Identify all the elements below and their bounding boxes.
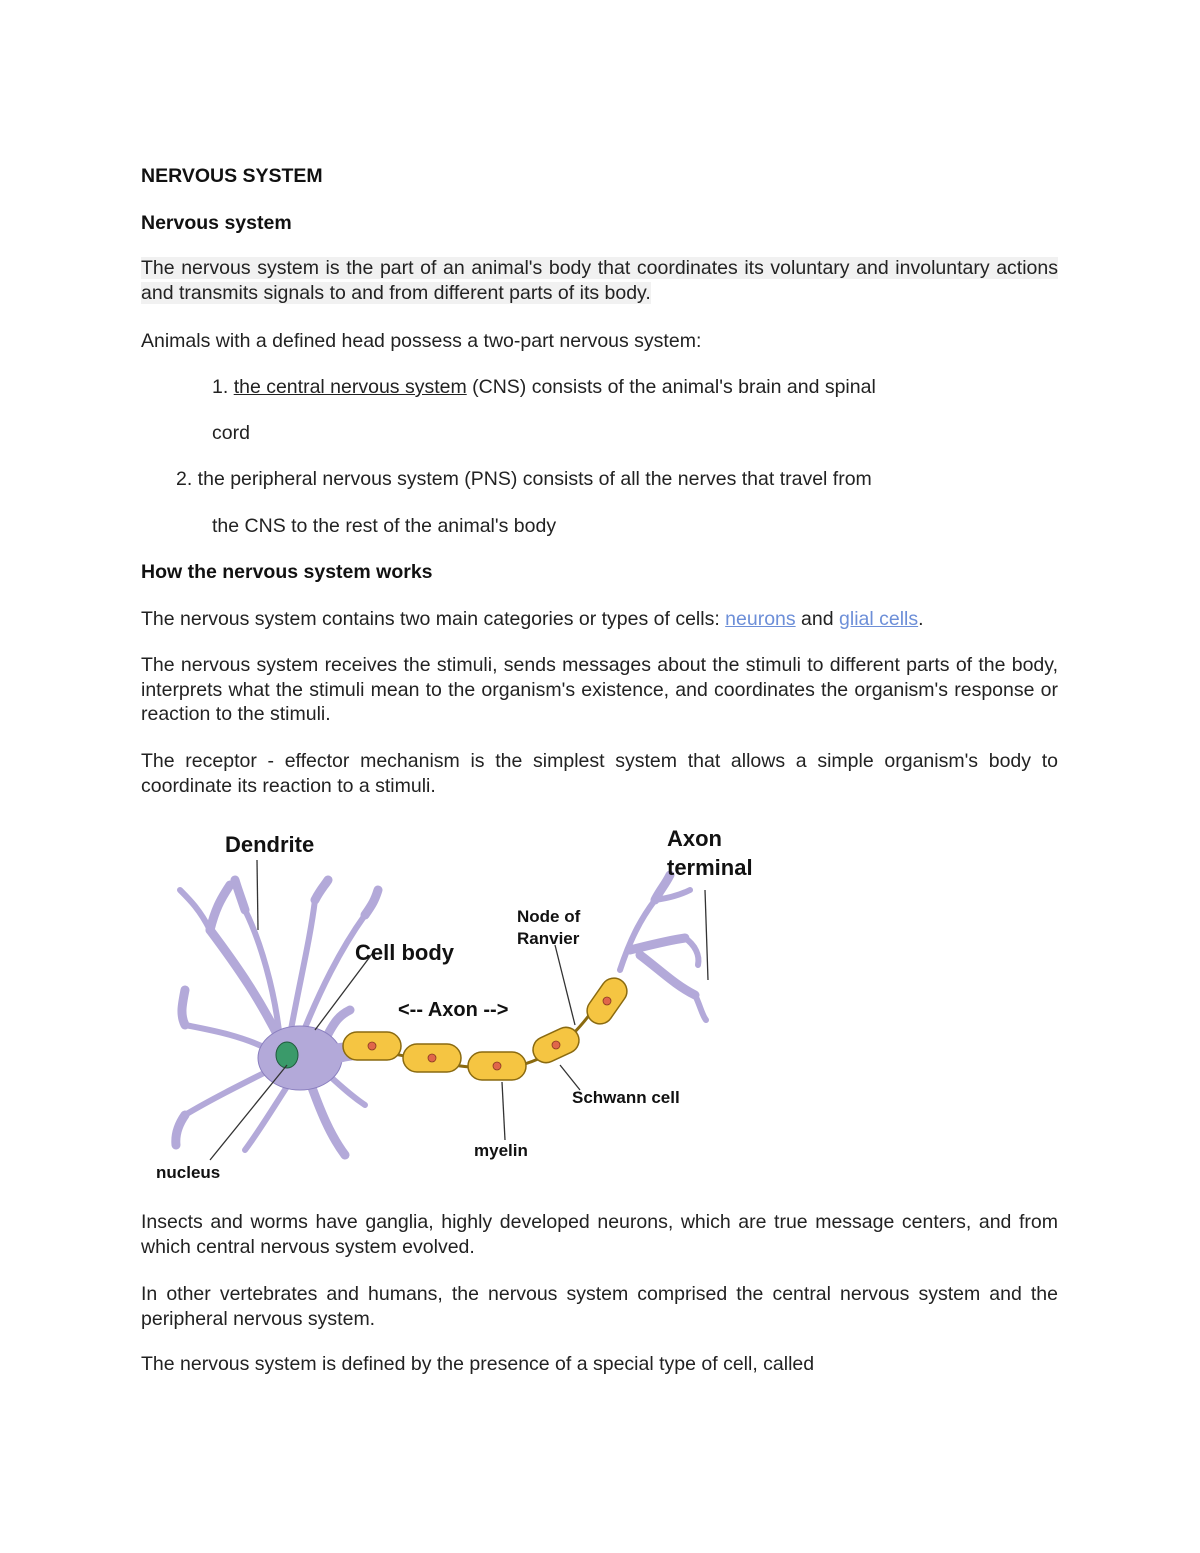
- dendrite-branch: [182, 990, 185, 1025]
- neuron-diagram: [150, 820, 800, 1190]
- label-node-of-ranvier-line1: Node of: [517, 907, 581, 926]
- schwann-nucleus: [603, 997, 611, 1005]
- cell-body: [258, 1026, 342, 1090]
- terminal-branch: [630, 938, 685, 950]
- list-item-pns-continuation: the CNS to the rest of the animal's body: [212, 515, 557, 537]
- paragraph-special-cell: The nervous system is defined by the presence of a special type of cell, called: [141, 1353, 815, 1375]
- axon-terminal-pointer: [705, 890, 708, 980]
- neurons-link[interactable]: neurons: [725, 608, 796, 630]
- label-dendrite: Dendrite: [225, 832, 315, 857]
- schwann-nucleus: [493, 1062, 501, 1070]
- axon-segments: [343, 973, 632, 1080]
- terminal-branch: [640, 955, 695, 995]
- paragraph-receptor-effector: The receptor - effector mechanism is the simplest system that allows a simple organism's body to coordinate its reaction to a stimuli.: [141, 750, 1058, 797]
- schwann-pointer: [560, 1065, 580, 1090]
- paragraph-definition-text: The nervous system is the part of an animal's body that coordinates its voluntary and involuntary actions and transmits signals to and from different parts of its body.: [141, 257, 1058, 304]
- myelin-pointer: [502, 1082, 505, 1140]
- paragraph-cell-types: [141, 607, 1058, 632]
- label-schwann-cell: Schwann cell: [572, 1088, 680, 1107]
- schwann-nucleus: [368, 1042, 376, 1050]
- label-cell-body: Cell body: [355, 940, 455, 965]
- dendrite-branch: [235, 880, 245, 910]
- label-axon-terminal-line1: Axon: [667, 826, 722, 851]
- paragraph-vertebrates: In other vertebrates and humans, the nervous system comprised the central nervous system and the peripheral nervous system.: [141, 1283, 1058, 1330]
- label-node-of-ranvier-line2: Ranvier: [517, 929, 580, 948]
- nucleus-shape: [276, 1042, 298, 1068]
- neuron-cell-body-shape: [176, 880, 378, 1155]
- label-nucleus: nucleus: [156, 1163, 221, 1182]
- dendrite-branch: [180, 890, 210, 930]
- list-item-cns-continuation: cord: [212, 422, 250, 444]
- list-item-cns-text: (CNS) consists of the animal's brain and spinal: [466, 376, 876, 398]
- paragraph-definition: [141, 256, 1058, 305]
- dendrite-branch: [245, 1082, 290, 1150]
- axon-terminal-shape: [620, 875, 706, 1020]
- dendrite-branch: [185, 1025, 270, 1050]
- schwann-nucleus: [428, 1054, 436, 1062]
- dendrite-pointer: [257, 860, 258, 930]
- paragraph-insects: Insects and worms have ganglia, highly developed neurons, which are true message centers, and from which central nervous system evolved.: [141, 1211, 1058, 1258]
- list-item-pns: 2. the peripheral nervous system (PNS) consists of all the nerves that travel from: [176, 468, 872, 490]
- dendrite-branch: [245, 910, 280, 1040]
- dendrite-branch: [315, 880, 328, 900]
- node-pointer: [555, 945, 575, 1025]
- dendrite-branch: [210, 885, 230, 930]
- paragraph-cell-types-end: .: [918, 608, 924, 630]
- paragraph-cell-types-text: The nervous system contains two main categories or types of cells:: [141, 608, 726, 630]
- terminal-branch: [695, 995, 706, 1020]
- dendrite-branch: [176, 1115, 185, 1145]
- paragraph-cell-types-and: and: [795, 608, 840, 630]
- glial-cells-link[interactable]: glial cells: [839, 608, 919, 630]
- dendrite-branch: [185, 1070, 270, 1115]
- label-axon-terminal-line2: terminal: [667, 855, 753, 880]
- dendrite-branch: [310, 1082, 345, 1155]
- paragraph-two-part: Animals with a defined head possess a two-part nervous system:: [141, 330, 702, 352]
- label-myelin: myelin: [474, 1141, 528, 1160]
- list-item-cns: [212, 375, 1072, 400]
- cns-link[interactable]: the central nervous system: [233, 376, 467, 398]
- schwann-nucleus: [552, 1041, 560, 1049]
- terminal-branch: [685, 938, 698, 965]
- section-heading-how-it-works: How the nervous system works: [141, 561, 433, 583]
- document-title: NERVOUS SYSTEM: [141, 165, 323, 187]
- dendrite-branch: [365, 890, 378, 915]
- label-axon: <-- Axon -->: [398, 999, 509, 1021]
- section-heading-nervous-system: Nervous system: [141, 212, 292, 234]
- list-item-cns-number: 1.: [212, 376, 234, 398]
- paragraph-stimuli: The nervous system receives the stimuli, sends messages about the stimuli to different parts of the body, interprets what the stimuli mean to the organism's existence, and coordinates the organism's response or reaction to the stimuli.: [141, 654, 1058, 725]
